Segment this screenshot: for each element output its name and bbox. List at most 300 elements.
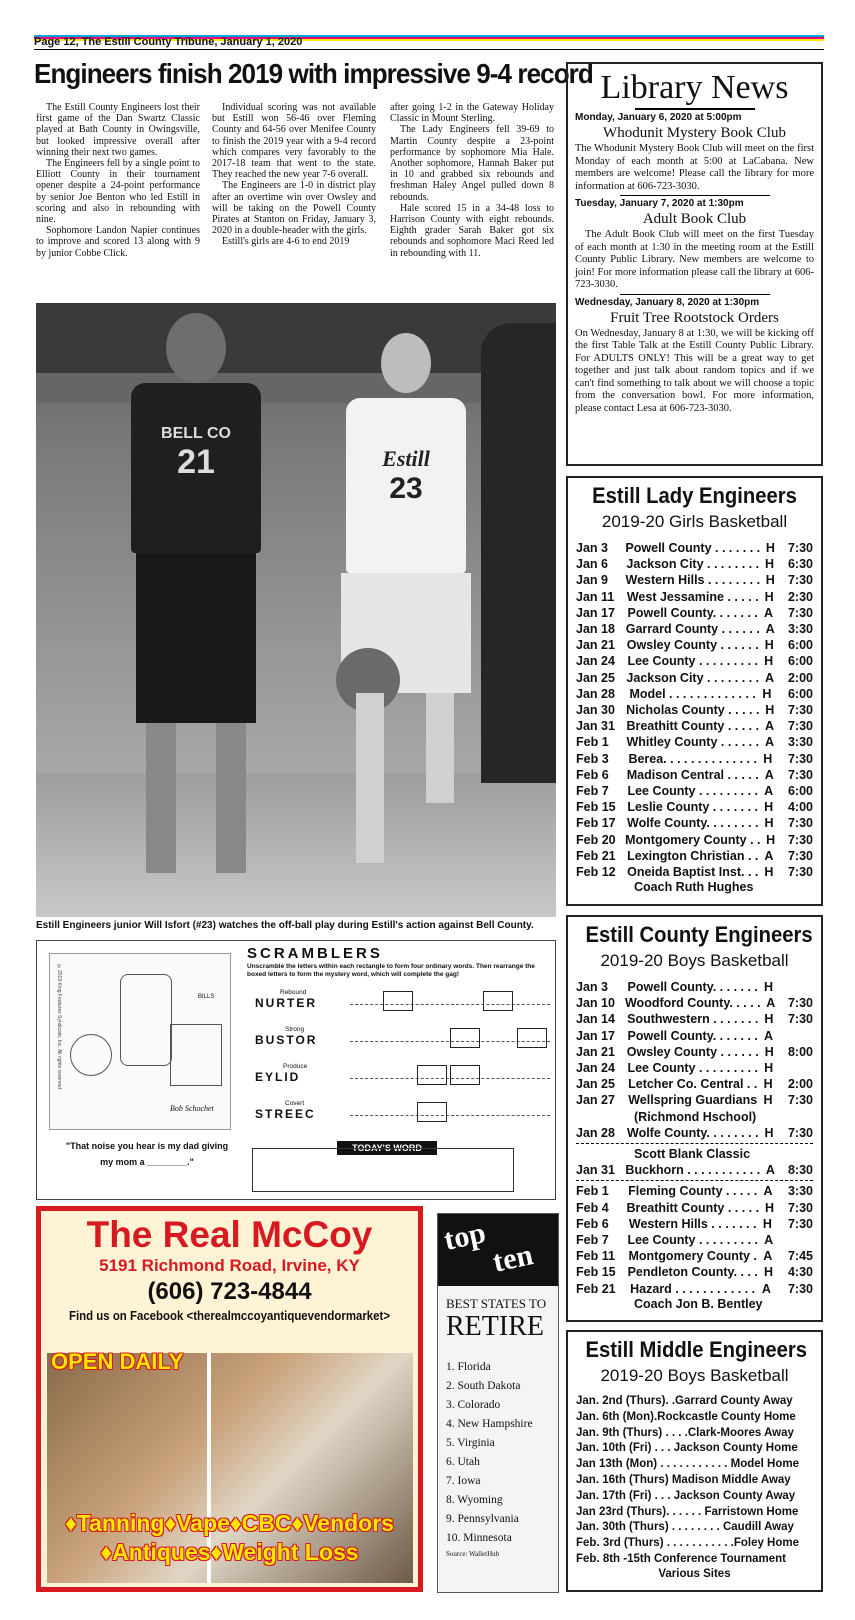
game-row: Feb. 8th -15th Conference Tournament [576,1552,787,1565]
game-time: 8:30 [787,1163,813,1178]
scramblers-puzzle [36,940,556,1200]
game-opponent: Woodford County. . . . . [624,996,761,1011]
cartoon-caption-line: my mom a ________." [100,1157,194,1167]
scramble-letters: STREEC [255,1107,316,1121]
game-opponent: Lee County . . . . . . . . . [627,654,759,669]
game-date: Feb 17 [576,816,616,831]
event-date: Monday, January 6, 2020 at 5:00pm [575,112,742,123]
game-home-away: H [764,816,774,831]
divider [576,1143,813,1144]
game-date: Jan 9 [576,573,608,588]
game-home-away: H [763,1077,773,1092]
game-row [576,799,813,815]
boys-game-list [576,1162,813,1178]
game-row [576,702,813,718]
top-ten-item: 5. Virginia [446,1437,495,1449]
jersey-number: 21 [177,443,215,481]
answer-blanks[interactable] [350,1115,550,1117]
game-row [576,556,813,572]
game-row [576,605,813,621]
game-opponent: Garrard County . . . . . . [625,622,760,637]
game-date: Jan 11 [576,589,615,604]
game-opponent: Madison Central . . . . . [626,767,759,782]
game-time: 6:00 [787,654,813,669]
ad-services-line: ♦Antiques♦Weight Loss [100,1539,359,1565]
game-row [576,1232,813,1248]
game-opponent: Wellspring Guardians [628,1093,758,1108]
game-time: 6:00 [787,638,813,653]
game-time: 7:30 [787,541,813,555]
game-row [576,1011,813,1027]
top-ten-item: 1. Florida [446,1361,491,1373]
game-opponent: Jackson City . . . . . . . . [626,670,760,685]
player-head [381,333,431,393]
game-row: Jan 23rd (Thurs). . . . . . Farristown Home [576,1505,799,1518]
game-row [576,1248,813,1264]
game-opponent: Buckhorn . . . . . . . . . . . [625,1163,761,1178]
circled-letter-box [450,1065,480,1085]
cartoon-copyright: ©2019 King Features Syndicate, Inc. All rights reserved. [56,964,62,1091]
cartoon-signature: Bob Schochet [170,1104,214,1113]
game-home-away: H [764,654,774,669]
player-shorts [136,553,256,723]
game-home-away: H [764,1061,774,1076]
game-home-away: H [765,541,775,555]
game-date: Feb 15 [576,800,616,815]
girls-coach: Coach Ruth Hughes [634,880,754,895]
event-description: On Wednesday, January 8 at 1:30, we will be kicking off the first Table Talk at the Estill County Public Library. For ADULTS ONLY! This will be a great way to get together and just talk about random topics and if we can't find something to talk about we will choose a topic from the conversation bowl. For more information, please contact Lesa at 606-723-3030. [575,327,814,414]
game-home-away: A [763,1249,773,1264]
event-title: Whodunit Mystery Book Club [603,125,786,141]
game-row [576,848,813,864]
top-ten-item: 6. Utah [446,1456,480,1468]
top-ten-logo [438,1214,558,1286]
article-column-2 [212,102,376,248]
game-home-away: H [762,1216,772,1231]
jersey-team-text: BELL CO [161,425,231,442]
circled-letter-box [517,1028,547,1048]
divider [620,294,770,295]
defender-player [481,323,556,783]
game-home-away: H [764,1012,774,1027]
divider [620,195,770,196]
game-time [779,1028,813,1044]
game-home-away: A [765,622,775,637]
game-date: Jan 17 [576,605,615,620]
game-opponent: Fleming County . . . . . [628,1184,758,1199]
real-mccoy-ad [36,1206,423,1592]
game-home-away: H [763,1093,773,1108]
game-opponent: Berea. . . . . . . . . . . . . . [628,751,757,766]
circled-letter-box [417,1102,447,1122]
boys-basketball-schedule [566,915,823,1322]
cartoon-caption [57,1138,237,1170]
bell-county-jersey [131,383,261,553]
game-date: Jan 28 [576,1125,615,1140]
game-time: 7:30 [787,573,814,588]
game-row [576,1183,813,1199]
game-time: 7:30 [787,767,813,782]
game-date: Jan 31 [576,719,615,734]
game-home-away: A [765,670,775,685]
scramble-letters: EYLID [255,1070,301,1084]
game-home-away: A [766,996,776,1011]
middle-game-list [576,1394,813,1568]
event-description: The Whodunit Mystery Book Club will meet on the first Monday of each month at 5:00 at LaCabana. New members are welcome! Please call the library for more information at 606-723-3030. [575,143,814,192]
page-header: Page 12, The Estill County Tribune, January 1, 2020 [34,36,303,48]
game-date: Feb 4 [576,1200,609,1215]
cartoon-figure [120,974,172,1066]
game-row: Jan. 9th (Thurs) . . . .Clark-Moores Away [576,1426,794,1439]
article-headline: Engineers finish 2019 with impressive 9-4 record [34,58,593,89]
top-ten-source: Source: WalletHub [446,1550,500,1558]
todays-word-label: TODAY'S WORD [337,1141,437,1155]
jersey-team-text: Estill [382,446,430,471]
game-date: Feb 6 [576,1216,609,1231]
game-opponent: Montgomery County . . [625,832,761,847]
game-row: Jan. 16th (Thurs) Madison Middle Away [576,1473,791,1486]
game-opponent: Letcher Co. Central . . [628,1077,758,1092]
game-row [576,1028,813,1044]
scramblers-title: SCRAMBLERS [247,945,383,962]
game-date: Feb 7 [576,784,609,799]
game-date: Jan 21 [576,638,615,653]
game-row [576,1092,813,1108]
game-time: 7:30 [787,996,813,1011]
game-date: Jan 24 [576,654,615,669]
game-row [576,637,813,653]
library-news-title: Library News [600,69,789,106]
game-row [576,815,813,831]
game-row [576,1281,813,1297]
game-home-away: A [764,848,774,863]
game-home-away: H [765,703,775,718]
game-time: 6:30 [787,557,813,572]
game-time: 3:30 [787,622,813,637]
game-date: Jan 21 [576,1044,615,1059]
ad-business-name: The Real McCoy [86,1214,373,1255]
game-date: Feb 11 [576,1249,615,1264]
game-row: Feb. 3rd (Thurs) . . . . . . . . . . .Foley Home [576,1537,800,1550]
game-date: Jan 24 [576,1061,615,1076]
scramblers-instructions: Unscramble the letters within each rectangle to form four ordinary words. Then rearrange the boxed letters to form the mystery word, which will complete the gag! [247,963,535,978]
game-row [576,718,813,734]
schedule-subtitle: 2019-20 Boys Basketball [600,951,789,970]
article-paragraph: The Lady Engineers fell 39-69 to Martin County despite a 23-point performance by sophomore Mia Hale. Another sophomore, Hannah Baker put in 10 and grabbed six rebounds and freshman Haley Angel pulled down 8 rebounds. [390,124,554,203]
article-column-3 [390,102,554,259]
article-paragraph: Sophomore Landon Napier continues to improve and scored 13 along with 9 by junior Cobbe Click. [36,225,200,259]
game-home-away: H [764,1044,774,1059]
classic-heading [576,1146,813,1162]
scramble-word [255,989,555,1026]
game-time: 7:30 [787,1200,814,1215]
game-date: Feb 6 [576,767,609,782]
library-news-box [566,62,823,466]
game-time [779,1060,813,1076]
game-time [779,979,813,995]
divider [576,1180,813,1181]
game-time: 7:30 [787,719,814,734]
game-home-away: A [764,1233,774,1248]
game-date: Jan 28 [576,686,615,701]
game-opponent: Model . . . . . . . . . . . . . [629,686,756,701]
game-opponent: Powell County. . . . . . . [627,605,758,620]
game-opponent: Montgomery County . [628,1249,757,1264]
game-time: 8:00 [787,1044,813,1059]
boys-game-list [576,1125,813,1141]
photo-caption: Estill Engineers junior Will Isfort (#23) watches the off-ball play during Estill's action against Bell County. [36,920,534,931]
game-time: 2:00 [787,670,813,685]
game-date: Jan 30 [576,703,615,718]
game-time: 7:30 [787,1125,813,1140]
girls-game-list [576,540,813,880]
scramble-clue: Covert [285,1100,305,1107]
game-date: Feb 15 [576,1265,616,1280]
game-time: 6:00 [787,686,813,701]
game-row [576,572,813,588]
article-paragraph: Hale scored 15 in a 34-48 loss to Harrison County with eight rebounds. Eighth grader Sarah Baker got six rebounds and sophomore Maci Reed led in rebounding with 11. [390,202,554,259]
game-time: 7:30 [787,605,813,620]
cartoon-panel [49,953,231,1130]
game-opponent: Powell County. . . . . . . [627,980,758,994]
game-opponent: Powell County . . . . . . . [625,541,761,555]
ad-address: 5191 Richmond Road, Irvine, KY [99,1256,360,1275]
game-home-away: H [763,751,773,766]
game-time: 7:30 [787,751,814,766]
event-title: Fruit Tree Rootstock Orders [610,309,779,326]
player-leg [426,693,454,803]
top-ten-item: 10. Minnesota [446,1532,512,1544]
game-opponent: Jackson City . . . . . . . . [626,557,760,572]
game-row [576,1216,813,1232]
game-date: Feb 20 [576,832,616,847]
game-opponent: Owsley County . . . . . . [626,638,759,653]
game-opponent: Hazard . . . . . . . . . . . . [630,1281,756,1296]
game-home-away: H [764,589,774,604]
game-home-away: H [764,865,774,880]
middle-school-schedule [566,1330,823,1592]
game-date: Feb 21 [576,848,616,863]
game-opponent: Southwestern . . . . . . . [627,1012,759,1027]
game-date: Jan 25 [576,1077,615,1092]
game-row: Jan. 10th (Fri) . . . Jackson County Home [576,1442,798,1455]
basketball-photo [36,303,556,917]
game-row [576,1044,813,1060]
game-date: Jan 31 [576,1163,615,1178]
game-time: 2:30 [787,589,813,604]
game-opponent: Wolfe County. . . . . . . . [627,1125,759,1140]
schedule-subtitle: 2019-20 Boys Basketball [600,1366,789,1385]
game-time: 4:30 [787,1265,813,1280]
game-home-away: H [764,1125,774,1140]
schedule-title: Estill Lady Engineers [592,483,797,508]
scramble-letters: BUSTOR [255,1033,318,1047]
article-paragraph: Estill's girls are 4-6 to end 2019 [222,236,350,248]
game-home-away: H [762,686,772,701]
article-paragraph: The Engineers are 1-0 in district play after an overtime win over Owsley and will be taking on the Powell County Pirates at Stanton on Friday, January 3, 2020 in a double-header with the girls. [212,180,376,237]
game-row: Jan. 17th (Fri) . . . Jackson County Away [576,1489,796,1502]
ad-services [41,1509,418,1567]
top-ten-logo-top: top [440,1216,489,1257]
event-description: The Adult Book Club will meet on the first Tuesday of each month at 1:30 in the meeting room at the Estill County Public Library. New members are welcome to join! For more information please call the library at 606-723-3030. [575,229,814,290]
todays-word-answer-box[interactable] [252,1148,514,1192]
ad-facebook: Find us on Facebook <therealmccoyantiquevendormarket> [68,1308,391,1323]
top-ten-item: 9. Pennsylvania [446,1513,519,1525]
scramble-letters: NURTER [255,996,317,1010]
schedule-subtitle: 2019-20 Girls Basketball [601,512,788,531]
game-date: Jan 10 [576,996,615,1011]
game-time: 7:30 [787,865,813,880]
game-row [576,734,813,750]
game-home-away: A [765,719,775,734]
top-ten-item: 2. South Dakota [446,1380,521,1392]
classic-name: Scott Blank Classic [634,1147,751,1162]
ad-open-daily: OPEN DAILY [51,1349,184,1374]
game-home-away: A [761,1281,771,1296]
cartoon-caption-line: "That noise you hear is my dad giving [65,1141,229,1151]
cartoon-sign: BILLS [198,994,215,1000]
event-title: Adult Book Club [642,211,747,227]
scramble-word [255,1063,555,1100]
cartoon-dog [70,1034,112,1076]
game-opponent: Lexington Christian . . [627,848,759,863]
article-paragraph: The Estill County Engineers lost their first game of the Dan Swartz Classic played at Bath County in Owingsville, but looked impressive overall after winning their next two games. [36,102,200,158]
event-date: Wednesday, January 8, 2020 at 1:30pm [575,296,760,308]
top-ten-list [438,1358,558,1548]
scramble-clue: Strong [285,1026,305,1033]
player-head [166,313,226,383]
game-date: Feb 12 [576,865,616,880]
article-column-1 [36,102,200,259]
boys-game-list [576,1183,813,1296]
game-opponent: West Jessamine . . . . . [626,589,759,604]
game-date: Jan 27 [576,1093,615,1108]
game-row [576,540,813,556]
top-ten-item: 3. Colorado [446,1399,501,1411]
ad-services-line: ♦Tanning♦Vape♦CBC♦Vendors [65,1510,394,1536]
top-ten-feature [437,1213,559,1593]
game-home-away: H [765,573,775,588]
game-home-away: A [765,735,775,750]
game-row: Jan. 2nd (Thurs). .Garrard County Away [576,1395,793,1407]
game-row [576,1125,813,1141]
scramble-word-list [255,989,555,1137]
game-date: Jan 17 [576,1028,615,1043]
game-time: 2:00 [787,1077,814,1092]
game-home-away: A [763,1184,773,1199]
game-row: Jan 13th (Mon) . . . . . . . . . . . Model Home [576,1458,799,1471]
game-time: 7:30 [787,1281,813,1296]
game-row [576,979,813,995]
game-opponent: Owsley County . . . . . . [626,1044,759,1059]
game-date: Jan 25 [576,670,615,685]
game-time: 7:30 [787,1093,813,1108]
scramble-word [255,1100,555,1137]
event-date: Tuesday, January 7, 2020 at 1:30pm [575,198,744,209]
game-time: 7:30 [787,848,813,863]
game-time: 7:30 [787,703,813,718]
game-row [576,1076,813,1092]
player-leg [146,723,176,873]
game-home-away: H [765,1200,775,1215]
game-home-away: H [764,800,774,815]
game-row [576,1264,813,1280]
game-row [576,670,813,686]
game-opponent: Oneida Baptist Inst. . . [627,865,759,880]
game-row [576,686,813,702]
scramble-clue: Rebound [280,989,307,996]
game-row: Jan. 6th (Mon).Rockcastle County Home [576,1410,796,1423]
circled-letter-box [483,991,513,1011]
game-home-away: H [764,980,774,994]
scramble-word [255,1026,555,1063]
game-date: Jan 18 [576,622,615,637]
game-opponent: Whitley County . . . . . . [626,735,760,750]
game-date: Jan 3 [576,541,608,555]
game-row [576,751,813,767]
game-row [576,653,813,669]
game-note: (Richmond Hschool) [634,1109,757,1124]
top-ten-subtitle: BEST STATES TO [446,1296,547,1311]
game-row [576,783,813,799]
game-opponent: Lee County . . . . . . . . . [627,1061,759,1076]
game-row [576,621,813,637]
game-date: Feb 21 [576,1281,616,1296]
game-row [576,864,813,880]
game-row [576,589,813,605]
game-date: Feb 7 [576,1233,609,1248]
schedule-title: Estill County Engineers [585,922,813,947]
game-time: 7:30 [787,816,813,831]
ad-phone: (606) 723-4844 [147,1278,312,1305]
cartoon-figure [170,1024,222,1086]
game-opponent: Breathitt County . . . . . [626,1200,760,1215]
game-date: Jan 6 [576,557,608,572]
game-home-away: H [766,832,776,847]
game-home-away: A [764,767,774,782]
game-opponent: Wolfe County. . . . . . . . [627,816,759,831]
game-time [779,1232,813,1248]
boys-game-list [576,979,813,1109]
jersey-number: 23 [389,472,423,505]
game-date: Feb 1 [576,735,609,750]
game-home-away: A [765,1163,775,1178]
game-opponent: Leslie County . . . . . . . [627,800,759,815]
game-time: 7:45 [787,1249,813,1264]
girls-basketball-schedule [566,476,823,906]
game-opponent: Powell County. . . . . . . [627,1028,758,1043]
wellspring-note [576,1109,813,1125]
game-row [576,767,813,783]
game-row [576,995,813,1011]
scramble-clue: Produce [283,1063,308,1070]
circled-letter-box [450,1028,480,1048]
game-time: 4:00 [787,800,813,815]
divider [635,108,755,110]
middle-sites: Various Sites [658,1567,731,1580]
game-home-away: H [765,557,775,572]
game-date: Jan 3 [576,980,608,994]
game-opponent: Lee County . . . . . . . . . [627,1233,759,1248]
top-ten-item: 4. New Hampshire [446,1418,533,1430]
game-opponent: Breathitt County . . . . . [626,719,760,734]
player-leg [356,693,384,863]
answer-blanks[interactable] [350,1004,550,1006]
game-opponent: Pendleton County. . . . [627,1265,758,1280]
game-date: Feb 1 [576,1184,609,1199]
top-ten-item: 8. Wyoming [446,1494,503,1506]
game-opponent: Western Hills . . . . . . . . [625,573,761,588]
